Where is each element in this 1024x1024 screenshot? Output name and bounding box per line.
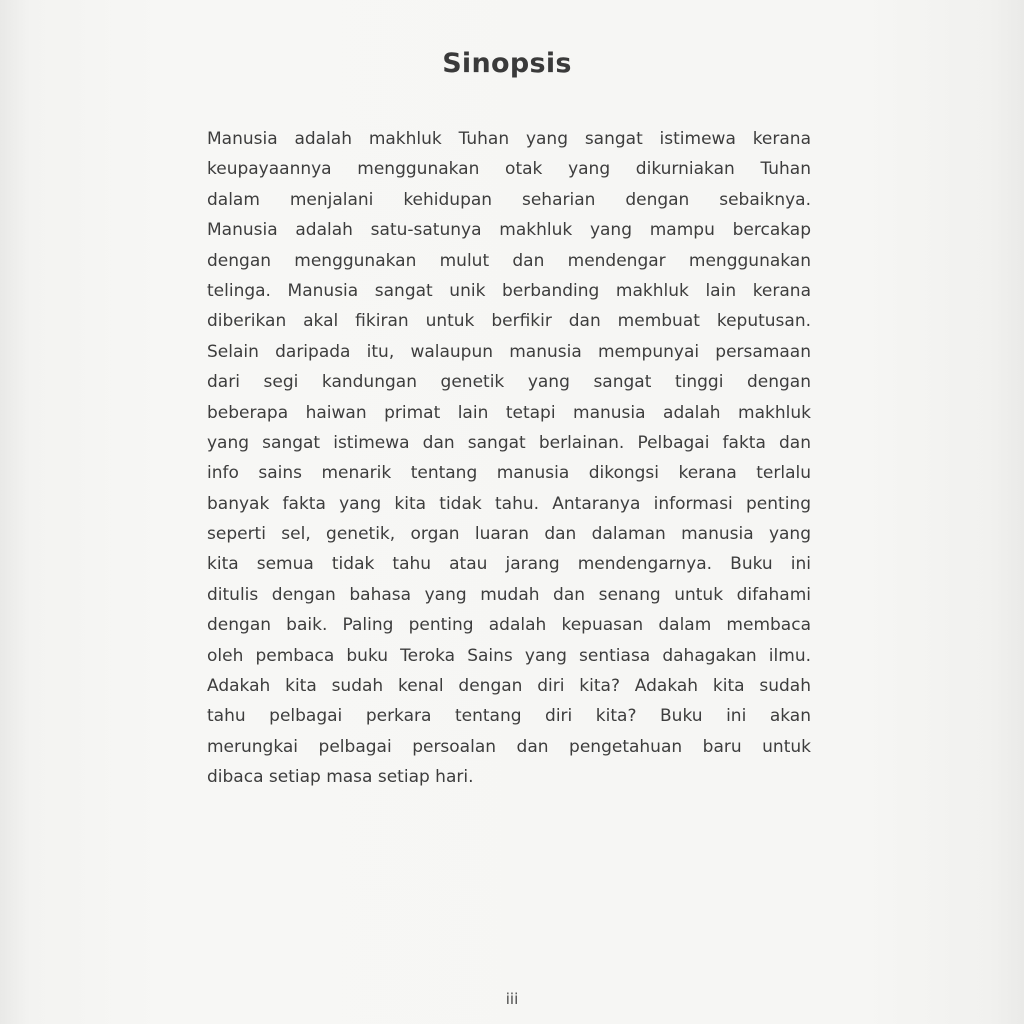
synopsis-line: Selain daripada itu, walaupun manusia mempunyai persamaan — [207, 341, 811, 362]
synopsis-line: Adakah kita sudah kenal dengan diri kita? Adakah kita sudah — [207, 676, 811, 697]
page-title: Sinopsis — [442, 48, 572, 79]
synopsis-line: oleh pembaca buku Teroka Sains yang sentiasa dahagakan ilmu. — [207, 645, 811, 666]
synopsis-line: yang sangat istimewa dan sangat berlainan. Pelbagai fakta dan — [207, 432, 811, 453]
synopsis-line: diberikan akal fikiran untuk berfikir dan membuat keputusan. — [207, 311, 811, 332]
synopsis-line: dengan baik. Paling penting adalah kepuasan dalam membaca — [207, 615, 811, 636]
synopsis-line: beberapa haiwan primat lain tetapi manusia adalah makhluk — [207, 402, 811, 423]
synopsis-line: kita semua tidak tahu atau jarang mendengarnya. Buku ini — [207, 554, 811, 575]
synopsis-line: Manusia adalah satu-satunya makhluk yang mampu bercakap — [207, 220, 811, 241]
synopsis-line: ditulis dengan bahasa yang mudah dan senang untuk difahami — [207, 584, 811, 605]
synopsis-line: info sains menarik tentang manusia dikongsi kerana terlalu — [207, 463, 811, 484]
synopsis-line: seperti sel, genetik, organ luaran dan dalaman manusia yang — [207, 524, 811, 545]
synopsis-line: dalam menjalani kehidupan seharian dengan sebaiknya. — [207, 189, 811, 210]
page-number: iii — [505, 990, 519, 1008]
synopsis-line: dari segi kandungan genetik yang sangat tinggi dengan — [207, 372, 811, 393]
synopsis-line: Manusia adalah makhluk Tuhan yang sangat istimewa kerana — [207, 129, 811, 149]
synopsis-line: banyak fakta yang kita tidak tahu. Antaranya informasi penting — [207, 493, 811, 514]
synopsis-line: telinga. Manusia sangat unik berbanding makhluk lain kerana — [207, 280, 811, 301]
synopsis-line: merungkai pelbagai persoalan dan pengetahuan baru untuk — [207, 736, 811, 757]
synopsis-line: dibaca setiap masa setiap hari. — [207, 767, 474, 788]
synopsis-line: tahu pelbagai perkara tentang diri kita? Buku ini akan — [207, 706, 811, 727]
synopsis-line: keupayaannya menggunakan otak yang dikurniakan Tuhan — [207, 159, 811, 180]
synopsis-text — [207, 124, 811, 793]
synopsis-line: dengan menggunakan mulut dan mendengar menggunakan — [207, 250, 811, 271]
